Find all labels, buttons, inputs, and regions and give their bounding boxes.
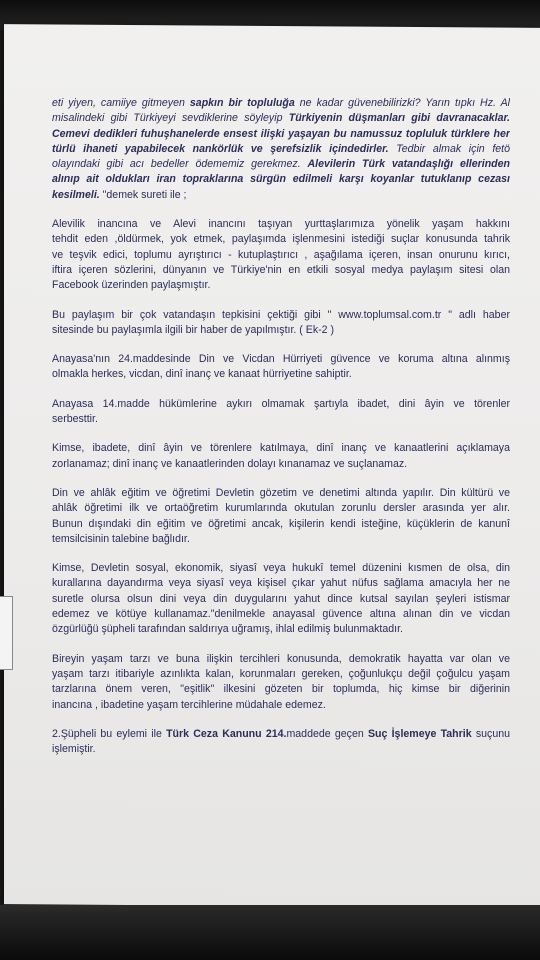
text-line (52, 698, 510, 713)
text-segment: Anayasa 14.madde hükümlerine aykırı olmamak şartıyla ibadet, dini âyin ve törenler (52, 397, 510, 410)
text-line (52, 622, 510, 637)
text-segment: tehdit eden ,öldürmek, yok etmek, paylaşımda işlenmesini istediği suçlar konusunda tahrik (52, 233, 510, 246)
paragraph-gap (52, 472, 510, 486)
bold-text: Cemevi dedikleri fuhuşhanelerde ensest ilişki yaşayan bu namussuz topluluk türklere her (52, 127, 510, 140)
text-line (52, 127, 510, 142)
text-line (52, 727, 510, 742)
text-segment: işlemiştir. (52, 743, 96, 756)
text-segment: 2.Şüpheli bu eylemi ile (52, 727, 167, 740)
text-line (52, 217, 510, 232)
paragraph-gap (52, 713, 510, 727)
text-line (52, 682, 510, 697)
text-segment: misalindeki gibi Türkiyeyi sevdiklerine söyleyip (52, 112, 289, 125)
text-segment: Tedbir almak için fetö (388, 142, 510, 155)
text-segment: suretle olursa olsun dini veya din duygularını yahut dince kutsal sayılan şeyleri istismar (52, 592, 510, 605)
text-line (52, 263, 510, 278)
text-line (52, 323, 510, 338)
text-line (52, 111, 510, 126)
paragraph-p6 (52, 441, 510, 472)
text-segment: Facebook üzerinden paylaşmıştır. (52, 279, 211, 292)
text-segment: Kimse, ibadete, dinî âyin ve törenlere katılmaya, dinî inanç ve kanaatlerini açıklamaya (52, 442, 510, 455)
text-line (52, 667, 510, 682)
text-line (52, 652, 510, 667)
text-line (52, 501, 510, 516)
text-line (52, 232, 510, 247)
text-segment: iftira içeren sözlerini, dünyanın ve Türkiye'nin en etkili sosyal medya paylaşım sitesi olan (52, 263, 510, 276)
text-line (52, 742, 510, 757)
text-segment: Bireyin yaşam tarzı ve buna ilişkin tercihleri konusunda, demokratik hayatta var olan ve (52, 652, 510, 665)
text-segment: olayındaki gibi acı bedeller ödememiz gerekmez. (52, 158, 308, 171)
bold-text: Türk Ceza Kanunu 214. (166, 727, 287, 740)
paragraph-p10 (52, 727, 510, 758)
text-segment: özgürlüğü şüpheli tarafından saldırıya uğramış, ihlal edilmiş bulunmaktadır. (52, 623, 403, 636)
text-line (52, 576, 510, 591)
paragraph-gap (52, 203, 510, 217)
text-segment: yaşam tarzı itibariyle azınlıkta kalan, korunmaları gereken, çoğunlukçu değil çoğulcu yaşam (52, 667, 510, 680)
paragraph-gap (52, 547, 510, 561)
text-line (52, 592, 510, 607)
text-segment: ne kadar güvenebilirizki? Yarın tıpkı Hz. Al (294, 97, 510, 109)
paragraph-gap (52, 294, 510, 308)
text-segment: eti yiyen, camiiye gitmeyen (52, 97, 190, 109)
paragraph-p1 (52, 96, 510, 203)
text-line (52, 308, 510, 323)
text-line (52, 486, 510, 501)
paragraph-p4 (52, 352, 510, 383)
paragraph-p5 (52, 397, 510, 428)
document-body (52, 96, 510, 757)
text-line (52, 607, 510, 622)
text-segment: Anayasa'nın 24.maddesinde Din ve Vicdan Hürriyeti güvence ve koruma altına alınmış (52, 353, 510, 366)
bold-text: kesilmeli. (52, 188, 100, 201)
text-segment: ve teşvik edici, toplumu ayrıştırıcı - kutuplaştırıcı , aşağılama içeren, insan onurunu kırıcı, (52, 248, 510, 261)
paragraph-gap (52, 638, 510, 652)
paragraph-p8 (52, 561, 510, 637)
paragraph-p3 (52, 308, 510, 339)
text-segment: olmakla herkes, vicdan, dinî inanç ve kanaat hürriyetine sahiptir. (52, 368, 352, 381)
text-line (52, 517, 510, 532)
text-segment: zorlanamaz; dinî inanç ve kanaatlerinden dolayı kınanamaz ve suçlanamaz. (52, 457, 408, 470)
text-segment: temsilcisinin talebine bağlıdır. (52, 532, 190, 545)
text-segment: Bunun dışındaki din eğitim ve öğretimi ancak, kişilerin kendi isteğine, küçüklerin de kanunî (52, 517, 510, 530)
text-segment: suçunu (471, 727, 510, 740)
bold-text: alınıp ait oldukları iran topraklarına sürgün edilmeli karşı koyanlar tutuklanıp cezası (52, 173, 510, 186)
paragraph-gap (52, 338, 510, 352)
bold-text: sapkın bir topluluğa (189, 97, 295, 109)
bold-text: türlü ihaneti yapabilecek nankörlük ve şerefsizlik içindedirler. (52, 142, 389, 155)
text-line (52, 441, 510, 456)
bold-text: Türkiyenin düşmanları gibi davranacaklar. (288, 112, 510, 125)
text-segment: edemez ve kötüye kullanamaz."denilmekle anayasal güvence altına alınan din ve vicdan (52, 608, 510, 621)
text-line (52, 157, 510, 172)
text-segment: ahlâk öğretimi ilk ve ortaöğretim kurumlarında okutulan zorunlu dersler arasında yer alır. (52, 502, 510, 515)
text-line (52, 188, 510, 203)
text-line (52, 172, 510, 187)
paragraph-gap (52, 383, 510, 397)
text-segment: maddede geçen (286, 727, 368, 740)
bold-text: Suç İşlemeye Tahrik (367, 727, 472, 740)
adjacent-page-edge (0, 596, 13, 670)
text-segment: kurallarına dayandırma veya siyasî veya kişisel çıkar yahut nüfus sağlama amacıyla her ne (52, 577, 510, 590)
text-segment: serbesttir. (52, 413, 98, 426)
table-surface-bottom (0, 905, 540, 960)
text-line (52, 96, 510, 111)
text-segment: Alevilik inancına ve Alevi inancını taşıyan yurttaşlarımıza yönelik yaşam hakkını (52, 218, 510, 231)
text-line (52, 352, 510, 367)
paragraph-p2 (52, 217, 510, 293)
text-line (52, 561, 510, 576)
text-line (52, 397, 510, 412)
text-line (52, 532, 510, 547)
text-segment: sitesinde bu paylaşımla ilgili bir haber de yapılmıştır. ( Ek-2 ) (52, 323, 335, 336)
paragraph-p9 (52, 652, 510, 713)
bold-text: Alevilerin Türk vatandaşlığı ellerinden (307, 158, 510, 171)
text-line (52, 142, 510, 157)
text-line (52, 248, 510, 263)
text-line (52, 412, 510, 427)
text-line (52, 278, 510, 293)
text-segment: Bu paylaşım bir çok vatandaşın tepkisini çektiği gibi " www.toplumsal.com.tr " adlı haber (52, 308, 510, 321)
text-segment: Din ve ahlâk eğitim ve öğretimi Devletin gözetim ve denetimi altında yapılır. Din kültürü ve (52, 486, 510, 499)
text-segment: tarzlarına önem veren, "eşitlik" ilkesini gözeten bir toplumda, hiç kimse bir diğerinin (52, 683, 510, 696)
text-line (52, 457, 510, 472)
text-segment: "demek sureti ile ; (99, 188, 187, 201)
text-segment: Kimse, Devletin sosyal, ekonomik, siyasî veya hukukî temel düzenini kısmen de olsa, din (52, 562, 510, 575)
text-segment: inancına , ibadetine yaşam tercihlerine müdahale edemez. (52, 698, 326, 711)
text-line (52, 367, 510, 382)
paragraph-p7 (52, 486, 510, 547)
paragraph-gap (52, 427, 510, 441)
